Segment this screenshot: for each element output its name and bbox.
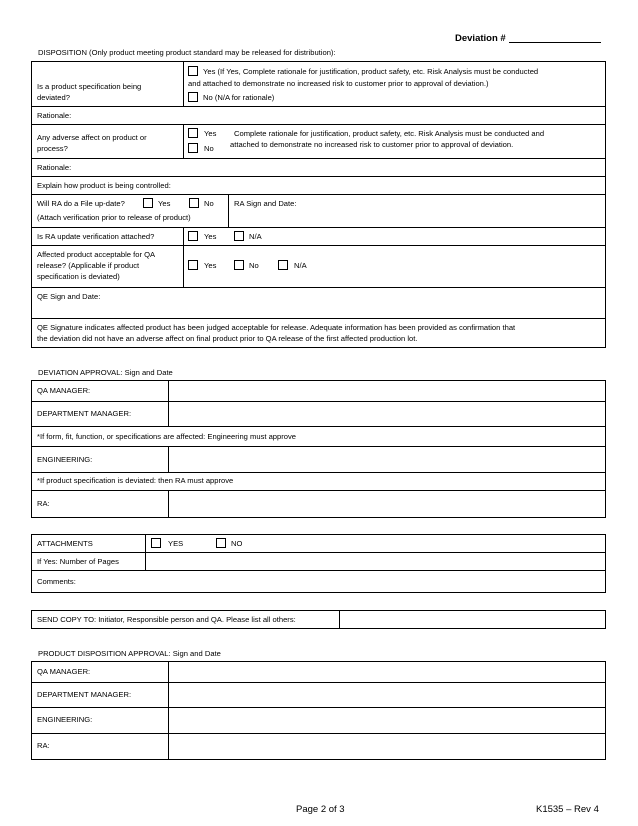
verif-yes-label: Yes xyxy=(204,232,217,241)
send-copy-label: SEND COPY TO: Initiator, Responsible person and QA. Please list all others: xyxy=(37,615,296,624)
accept-no-label: No xyxy=(249,261,259,270)
verif-na-checkbox[interactable] xyxy=(234,231,244,241)
spec-yes-label-cont: and attached to demonstrate no increased risk to customer prior to approval of deviation.) xyxy=(188,79,489,88)
adverse-no-checkbox[interactable] xyxy=(188,143,198,153)
ra-sign-label: RA Sign and Date: xyxy=(234,199,297,208)
accept-na-checkbox[interactable] xyxy=(278,260,288,270)
attachments-no-checkbox[interactable] xyxy=(216,538,226,548)
adverse-no-label: No xyxy=(204,144,214,153)
attachments-yes-label: YES xyxy=(168,539,184,548)
product-disposition-table xyxy=(31,661,606,760)
spec-no-label: No (N/A for rationale) xyxy=(203,93,275,102)
approval-qa-manager: QA MANAGER: xyxy=(37,386,91,395)
rationale-label: Rationale: xyxy=(37,111,72,120)
qe-note: QE Signature indicates affected product has been judged acceptable for release. Adequate information has been provided as confirmation that xyxy=(37,323,516,332)
q-accept-cont: release? (Applicable if product xyxy=(37,261,140,270)
spec-no-checkbox[interactable] xyxy=(188,92,198,102)
attachments-label: ATTACHMENTS xyxy=(37,539,93,548)
pd-dept-manager: DEPARTMENT MANAGER: xyxy=(37,690,132,699)
explain-control-label: Explain how product is being controlled: xyxy=(37,181,171,190)
q-ra-verification: Is RA update verification attached? xyxy=(37,232,155,241)
q-accept: Affected product acceptable for QA xyxy=(37,250,156,259)
accept-no-checkbox[interactable] xyxy=(234,260,244,270)
qe-sign-label: QE Sign and Date: xyxy=(37,292,101,301)
ra-file-yes-checkbox[interactable] xyxy=(143,198,153,208)
ra-attach-note: (Attach verification prior to release of product) xyxy=(37,213,191,222)
accept-yes-checkbox[interactable] xyxy=(188,260,198,270)
rationale-label-2: Rationale: xyxy=(37,163,72,172)
verif-na-label: N/A xyxy=(249,232,262,241)
ra-file-no-checkbox[interactable] xyxy=(189,198,199,208)
q-spec-deviated: Is a product specification being xyxy=(37,82,142,91)
product-disposition-title: PRODUCT DISPOSITION APPROVAL: Sign and Date xyxy=(38,649,221,658)
q-adverse-cont: process? xyxy=(37,144,68,153)
attachments-no-label: NO xyxy=(231,539,243,548)
spec-yes-label: Yes (If Yes, Complete rationale for justification, product safety, etc. Risk Analysis must be conducted xyxy=(203,67,539,76)
deviation-number-field[interactable] xyxy=(509,42,601,43)
adverse-yes-label: Yes xyxy=(204,129,217,138)
adverse-yes-checkbox[interactable] xyxy=(188,128,198,138)
q-accept-cont-2: specification is deviated) xyxy=(37,272,120,281)
pd-ra: RA: xyxy=(37,741,50,750)
deviation-approval-title: DEVIATION APPROVAL: Sign and Date xyxy=(38,368,173,377)
qe-note-cont: the deviation did not have an adverse affect on final product prior to QA release of the first affected production lot. xyxy=(37,334,418,343)
disposition-title: DISPOSITION (Only product meeting product standard may be released for distribution): xyxy=(38,48,336,57)
attachments-comments: Comments: xyxy=(37,577,76,586)
accept-yes-label: Yes xyxy=(204,261,217,270)
approval-ra-note: *If product specification is deviated: then RA must approve xyxy=(37,476,234,485)
spec-yes-checkbox[interactable] xyxy=(188,66,198,76)
pd-qa-manager: QA MANAGER: xyxy=(37,667,91,676)
approval-engineering: ENGINEERING: xyxy=(37,455,93,464)
attachments-pages: If Yes: Number of Pages xyxy=(37,557,119,566)
q-spec-deviated-cont: deviated? xyxy=(37,93,70,102)
ra-file-yes-label: Yes xyxy=(158,199,171,208)
adverse-note-cont: attached to demonstrate no increased risk to customer prior to approval of deviation. xyxy=(230,140,514,149)
attachments-yes-checkbox[interactable] xyxy=(151,538,161,548)
pd-engineering: ENGINEERING: xyxy=(37,715,93,724)
approval-dept-manager: DEPARTMENT MANAGER: xyxy=(37,409,132,418)
page-number: Page 2 of 3 xyxy=(296,804,345,815)
q-adverse: Any adverse affect on product or xyxy=(37,133,147,142)
accept-na-label: N/A xyxy=(294,261,307,270)
approval-eng-note: *If form, fit, function, or specifications are affected: Engineering must approve xyxy=(37,432,297,441)
deviation-number-label: Deviation # xyxy=(455,33,506,44)
document-id: K1535 – Rev 4 xyxy=(536,804,599,815)
approval-ra: RA: xyxy=(37,499,50,508)
adverse-note: Complete rationale for justification, product safety, etc. Risk Analysis must be conducted and xyxy=(234,129,545,138)
ra-file-no-label: No xyxy=(204,199,214,208)
q-ra-file-update: Will RA do a File up-date? xyxy=(37,199,125,208)
verif-yes-checkbox[interactable] xyxy=(188,231,198,241)
